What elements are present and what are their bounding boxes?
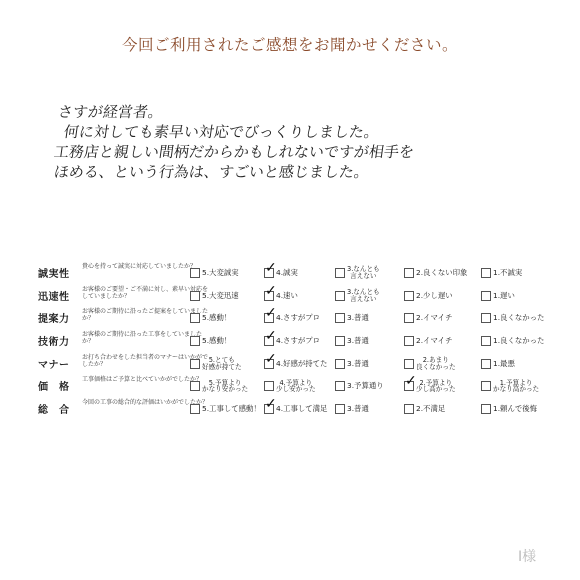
survey-option[interactable] xyxy=(481,379,539,393)
option-checkbox[interactable] xyxy=(335,381,345,391)
option-checkbox[interactable] xyxy=(190,336,200,346)
survey-option[interactable] xyxy=(264,350,328,371)
checkmark-icon: ✓ xyxy=(405,373,417,390)
option-checkbox[interactable] xyxy=(264,260,277,278)
survey-row xyxy=(38,398,558,420)
survey-option[interactable] xyxy=(264,396,328,416)
survey-option[interactable] xyxy=(335,402,369,416)
option-checkbox[interactable] xyxy=(335,404,345,414)
option-label: 2.イマイチ xyxy=(416,336,453,346)
option-checkbox[interactable] xyxy=(190,268,200,278)
survey-option[interactable] xyxy=(335,266,380,280)
survey-option[interactable] xyxy=(404,289,453,303)
option-checkbox[interactable] xyxy=(481,404,491,414)
survey-row xyxy=(38,375,558,397)
option-label: 1.不誠実 xyxy=(493,268,523,277)
survey-question: お客様のご期待に沿った工事をしていましたか？ xyxy=(82,331,203,346)
option-label: 2.あまり 良くなかった xyxy=(416,355,456,371)
survey-option[interactable] xyxy=(404,266,467,280)
survey-question: 工事価格はご予算と比べていかがでしたか？ xyxy=(82,376,203,384)
survey-option[interactable] xyxy=(481,357,515,371)
survey-option[interactable] xyxy=(335,334,369,348)
option-label: 5.大変迅速 xyxy=(202,290,239,300)
option-checkbox[interactable] xyxy=(264,282,277,301)
option-checkbox[interactable] xyxy=(190,359,200,369)
survey-row xyxy=(38,330,558,352)
survey-category: 誠実性 xyxy=(38,269,70,280)
option-label: 2.不満足 xyxy=(416,404,446,414)
option-label: 2.良くない印象 xyxy=(416,268,468,277)
option-checkbox[interactable] xyxy=(404,268,414,278)
survey-row xyxy=(38,262,558,284)
checkmark-icon: ✓ xyxy=(265,350,277,367)
option-checkbox[interactable] xyxy=(190,381,200,391)
option-checkbox[interactable] xyxy=(190,404,200,414)
option-label: 4.工事して満足 xyxy=(276,404,328,414)
option-checkbox[interactable] xyxy=(335,268,345,278)
option-label: 2.予算より 少し高かった xyxy=(416,378,456,394)
option-checkbox[interactable] xyxy=(335,336,345,346)
option-checkbox[interactable] xyxy=(404,404,414,414)
comment-line: 何に対しても素早い対応でびっくりしました。 xyxy=(62,123,381,141)
option-checkbox[interactable] xyxy=(335,359,345,369)
option-label: 4.さすがプロ xyxy=(276,336,321,346)
customer-signature: I様 xyxy=(518,549,537,565)
survey-category: 迅速性 xyxy=(38,291,70,303)
survey-option[interactable] xyxy=(481,289,515,303)
survey-option[interactable] xyxy=(481,266,522,280)
option-checkbox[interactable] xyxy=(404,359,414,369)
option-checkbox[interactable] xyxy=(335,291,345,301)
checkmark-icon: ✓ xyxy=(265,282,277,299)
option-label: 3.普通 xyxy=(347,358,369,368)
page-title: 今回ご利用されたご感想をお聞かせください。 xyxy=(121,36,458,54)
option-label: 1.良くなかった xyxy=(493,313,545,323)
option-label: 1.遅い xyxy=(493,290,515,300)
survey-option[interactable] xyxy=(264,282,298,303)
survey-question: 今回の工事の総合的な評価はいかがでしたか？ xyxy=(82,399,209,407)
survey-option[interactable] xyxy=(404,334,452,348)
survey-option[interactable] xyxy=(335,357,369,371)
checkmark-icon: ✓ xyxy=(265,260,277,276)
option-label: 4.さすがプロ xyxy=(276,313,321,323)
option-checkbox[interactable] xyxy=(481,313,491,323)
comment-line: さすが経営者。 xyxy=(56,103,165,121)
comment-line: ほめる、という行為は、すごいと感じました。 xyxy=(52,163,371,181)
option-label: 3.普通 xyxy=(347,313,369,323)
option-label: 1.良くなかった xyxy=(493,336,545,346)
option-checkbox[interactable] xyxy=(404,336,414,346)
option-label: 5.とても 好感が持てた xyxy=(202,355,242,371)
survey-option[interactable] xyxy=(264,260,298,280)
survey-option[interactable] xyxy=(264,379,316,393)
survey-question: お客様のご要望・ご不満に対し、素早い対応をしていましたか？ xyxy=(82,285,209,300)
survey-category: マナー xyxy=(38,359,70,371)
survey-option[interactable] xyxy=(190,402,261,416)
survey-option[interactable] xyxy=(264,305,321,325)
survey-question: お打ち合わせをした担当者のマナーはいかがでしたか？ xyxy=(82,353,209,368)
option-label: 5.感動！ xyxy=(202,313,232,323)
option-checkbox[interactable] xyxy=(264,381,274,391)
survey-option[interactable] xyxy=(404,311,452,325)
survey-row xyxy=(38,350,558,375)
survey-option[interactable] xyxy=(404,357,456,371)
survey-option[interactable] xyxy=(190,379,248,393)
option-label: 5.予算より かなり安かった xyxy=(202,378,249,394)
option-checkbox[interactable] xyxy=(264,396,277,414)
survey-table xyxy=(38,262,558,421)
option-checkbox[interactable] xyxy=(264,328,277,346)
option-label: 2.イマイチ xyxy=(416,313,453,323)
option-label: 1.頼んで後悔 xyxy=(493,404,538,414)
option-checkbox[interactable] xyxy=(190,291,200,301)
survey-option[interactable] xyxy=(190,266,239,280)
checkmark-icon: ✓ xyxy=(265,396,277,413)
option-checkbox[interactable] xyxy=(404,313,414,323)
option-checkbox[interactable] xyxy=(481,291,491,301)
option-checkbox[interactable] xyxy=(264,350,277,369)
option-checkbox[interactable] xyxy=(404,373,417,391)
option-label: 5.感動！ xyxy=(202,336,232,346)
survey-question: お客様のご期待に沿ったご提案をしていましたか？ xyxy=(82,308,209,323)
survey-option[interactable] xyxy=(335,379,384,393)
survey-option[interactable] xyxy=(481,311,544,325)
option-label: 1.最悪 xyxy=(493,358,515,368)
survey-row xyxy=(38,282,558,307)
survey-row xyxy=(38,307,558,329)
survey-category: 価 格 xyxy=(38,382,70,394)
survey-category: 総 合 xyxy=(38,405,70,417)
survey-option[interactable] xyxy=(481,402,537,416)
option-label: 5.大変誠実 xyxy=(202,268,239,277)
survey-question: 貴心を持って誠実に対応していましたか？ xyxy=(82,263,197,270)
survey-category: 提案力 xyxy=(38,314,70,326)
option-label: 2.少し遅い xyxy=(416,290,453,300)
option-label: 3.なんとも 言えない xyxy=(347,287,380,303)
checkmark-icon: ✓ xyxy=(265,305,277,322)
survey-option[interactable] xyxy=(190,289,239,303)
option-label: 3.なんとも 言えない xyxy=(347,265,380,280)
option-checkbox[interactable] xyxy=(190,313,200,323)
survey-category: 技術力 xyxy=(38,337,70,349)
survey-option[interactable] xyxy=(335,289,380,303)
survey-option[interactable] xyxy=(335,311,369,325)
survey-option[interactable] xyxy=(481,334,544,348)
survey-option[interactable] xyxy=(190,357,242,371)
option-label: 4.予算より 少し安かった xyxy=(276,378,316,394)
option-checkbox[interactable] xyxy=(481,336,491,346)
option-label: 3.予算通り xyxy=(347,381,384,391)
option-label: 3.普通 xyxy=(347,404,369,414)
survey-option[interactable] xyxy=(264,328,321,348)
option-checkbox[interactable] xyxy=(264,305,277,323)
option-label: 5.工事して感動！ xyxy=(202,404,261,414)
option-label: 4.誠実 xyxy=(276,268,298,277)
option-label: 1.予算より かなり高かった xyxy=(493,378,540,394)
option-checkbox[interactable] xyxy=(481,381,491,391)
comment-line: 工務店と親しい間柄だからかもしれないですが相手を xyxy=(52,143,416,161)
survey-option[interactable] xyxy=(404,373,456,394)
option-checkbox[interactable] xyxy=(481,268,491,278)
survey-option[interactable] xyxy=(190,334,231,348)
survey-option[interactable] xyxy=(190,311,231,325)
option-label: 3.普通 xyxy=(347,336,369,346)
option-checkbox[interactable] xyxy=(481,359,491,369)
handwritten-comment xyxy=(52,102,548,182)
option-label: 4.速い xyxy=(276,290,298,300)
option-checkbox[interactable] xyxy=(404,291,414,301)
survey-option[interactable] xyxy=(404,402,445,416)
option-label: 4.好感が持てた xyxy=(276,358,328,368)
checkmark-icon: ✓ xyxy=(265,328,277,345)
option-checkbox[interactable] xyxy=(335,313,345,323)
